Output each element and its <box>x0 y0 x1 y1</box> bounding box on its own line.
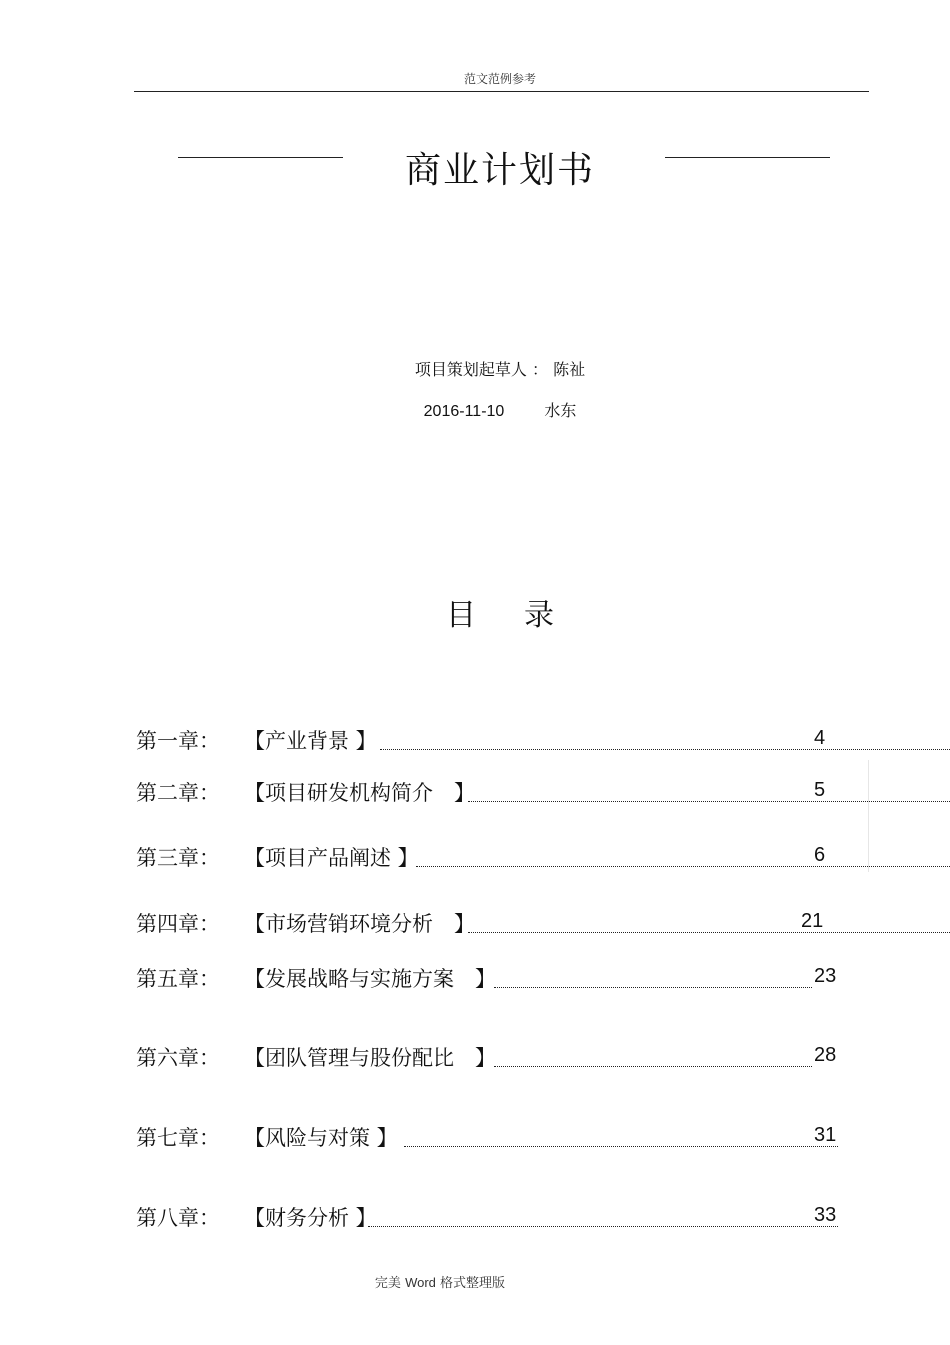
author-line: 项目策划起草人 ： 陈祉 <box>414 360 586 379</box>
footer-prefix: 完美 <box>374 1276 401 1291</box>
page-footer <box>0 1272 880 1291</box>
date-line <box>0 398 950 421</box>
document-place: 水东 <box>544 401 577 420</box>
toc-entry-name: 【风险与对策 】 <box>244 1126 398 1150</box>
page-header-text: 范文范例参考 <box>463 72 536 86</box>
toc-page-number: 28 <box>814 1044 837 1066</box>
toc-chapter: 第三章： <box>136 846 220 870</box>
toc-leader <box>494 987 812 988</box>
toc-leader <box>468 932 950 933</box>
footer-suffix: 格式整理版 <box>440 1276 506 1291</box>
toc-chapter: 第四章： <box>136 912 220 936</box>
toc-entry-name: 【项目研发机构简介 】 <box>244 781 475 805</box>
toc-chapter: 第六章： <box>136 1046 220 1070</box>
toc-page-number: 23 <box>814 965 837 987</box>
toc-title-char-2: 录 <box>524 598 554 633</box>
toc-chapter: 第五章： <box>136 967 220 991</box>
toc-entry-name: 【市场营销环境分析 】 <box>244 912 475 936</box>
toc-leader <box>416 866 950 867</box>
toc-entry-name: 【产业背景 】 <box>244 729 377 753</box>
document-title: 商业计划书 <box>404 150 595 191</box>
toc-chapter: 第一章： <box>136 729 220 753</box>
toc-entry-name: 【项目产品阐述 】 <box>244 846 419 870</box>
toc-entry-name: 【发展战略与实施方案 】 <box>244 967 496 991</box>
toc-leader <box>368 1226 838 1227</box>
toc-leader <box>468 801 950 802</box>
header-rule <box>134 91 869 92</box>
toc-page-number: 6 <box>814 844 826 866</box>
toc-page-number: 31 <box>814 1124 837 1146</box>
toc-page-number: 21 <box>801 910 824 932</box>
toc-entry-name: 【团队管理与股份配比 】 <box>244 1046 496 1070</box>
toc-page-number: 33 <box>814 1204 837 1226</box>
toc-leader <box>494 1066 812 1067</box>
toc-leader <box>404 1146 838 1147</box>
toc-title-char-1: 目 <box>446 598 476 633</box>
toc-page-number: 5 <box>814 779 826 801</box>
toc-title <box>0 590 950 634</box>
toc-leader <box>380 749 950 750</box>
margin-mark <box>868 760 869 872</box>
toc-chapter: 第七章： <box>136 1126 220 1150</box>
toc-entry-name: 【财务分析 】 <box>244 1206 377 1230</box>
toc-page-number: 4 <box>814 727 826 749</box>
title-rule-right <box>665 157 830 158</box>
toc-chapter: 第二章： <box>136 781 220 805</box>
toc-chapter: 第八章： <box>136 1206 220 1230</box>
document-date: 2016-11-10 <box>423 403 505 420</box>
footer-word: Word <box>405 1275 436 1290</box>
